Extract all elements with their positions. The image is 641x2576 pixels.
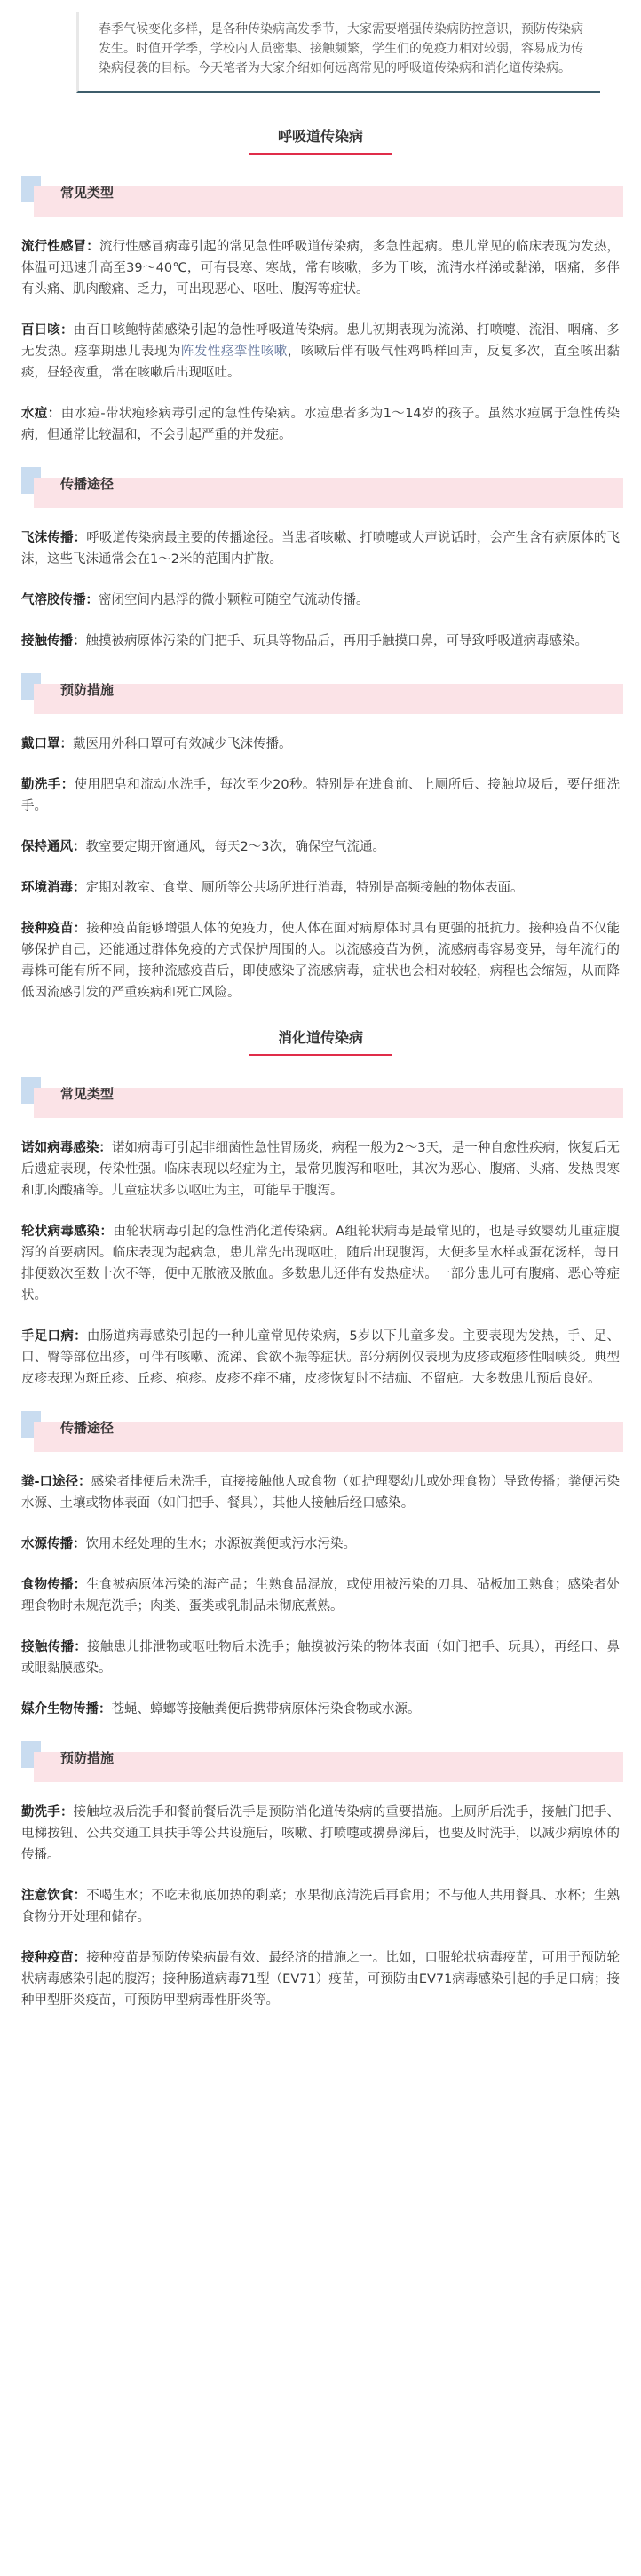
subhead-respiratory-types <box>21 176 623 217</box>
term-label: 戴口罩： <box>21 737 73 751</box>
section-title-respiratory: 呼吸道传染病 <box>249 125 392 155</box>
para-fecal-oral <box>21 1471 620 1514</box>
para-text: 饮用未经处理的生水；水源被粪便或污水污染。 <box>85 1537 356 1551</box>
para-text: 接触患儿排泄物或呕吐物后未洗手；触摸被污染的物体表面（如门把手、玩具），再经口、鼻或眼黏膜感染。 <box>21 1640 621 1676</box>
term-label: 轮状病毒感染： <box>21 1225 114 1239</box>
term-label: 气溶胶传播： <box>21 593 99 607</box>
para-flu <box>21 236 620 300</box>
para-text: 不喝生水；不吃未彻底加热的剩菜；水果彻底清洗后再食用；不与他人共用餐具、水杯；生熟食物分开处理和储存。 <box>21 1889 620 1924</box>
term-label: 粪-口途径： <box>21 1475 91 1489</box>
section-title-digestive: 消化道传染病 <box>249 1026 392 1056</box>
subhead-respiratory-routes <box>21 467 623 508</box>
term-label: 流行性感冒： <box>21 240 99 254</box>
para-handwash-digestive <box>21 1802 620 1866</box>
term-label: 接种疫苗： <box>21 1951 87 1965</box>
term-label: 接触传播： <box>21 634 86 648</box>
term-label: 媒介生物传播： <box>21 1702 112 1716</box>
para-text: 定期对教室、食堂、厕所等公共场所进行消毒，特别是高频接触的物体表面。 <box>85 881 524 895</box>
para-text: 诺如病毒可引起非细菌性急性胃肠炎，病程一般为2～3天，是一种自愈性疾病，恢复后无后遗症表现，传染性强。临床表现以轻症为主，最常见腹泻和呕吐，其次为恶心、腹痛、头痛、发热畏寒和肌肉酸痛等。儿童症状多以呕吐为主，可能早于腹泻。 <box>21 1141 620 1198</box>
term-label: 水痘： <box>21 407 61 421</box>
term-label: 勤洗手： <box>21 1805 74 1819</box>
term-label: 接触传播： <box>21 1640 88 1654</box>
intro-quote: 春季气候变化多样，是各种传染病高发季节，大家需要增强传染病防控意识，预防传染病发生。时值开学季，学校内人员密集、接触频繁，学生们的免疫力相对较弱，容易成为传染病侵袭的目标。今天笔者为大家介绍如何远离常见的呼吸道传染病和消化道传染病。 <box>76 12 600 93</box>
subhead-digestive-prevention <box>21 1741 623 1782</box>
para-text: 使用肥皂和流动水洗手，每次至少20秒。特别是在进食前、上厕所后、接触垃圾后，要仔细洗手。 <box>21 778 621 813</box>
para-vaccine-digestive <box>21 1947 620 2011</box>
para-text: ，咳嗽后伴有吸气性鸡鸣样回声，反复多次，直至咳出黏痰，昼轻夜重，常在咳嗽后出现呕吐。 <box>21 345 621 380</box>
para-mask <box>21 733 620 755</box>
subhead-pink-bar <box>34 1752 623 1782</box>
para-text: 接触垃圾后洗手和餐前餐后洗手是预防消化道传染病的重要措施。上厕所后洗手，接触门把手、电梯按钮、公共交通工具扶手等公共设施后，咳嗽、打喷嚏或擤鼻涕后，也要及时洗手，以减少病原体的传播。 <box>21 1805 620 1862</box>
para-text: 苍蝇、蟑螂等接触粪便后携带病原体污染食物或水源。 <box>111 1702 421 1716</box>
para-text: 生食被病原体污染的海产品；生熟食品混放，或使用被污染的刀具、砧板加工熟食；感染者处理食物时未规范洗手；肉类、蛋类或乳制品未彻底煮熟。 <box>21 1578 620 1613</box>
para-text: 触摸被病原体污染的门把手、玩具等物品后，再用手触摸口鼻，可导致呼吸道病毒感染。 <box>85 634 588 648</box>
para-text: 呼吸道传染病最主要的传播途径。当患者咳嗽、打喷嚏或大声说话时，会产生含有病原体的飞沫，这些飞沫通常会在1～2米的范围内扩散。 <box>21 531 620 567</box>
subhead-label: 常见类型 <box>60 185 115 201</box>
para-text: 由肠道病毒感染引起的一种儿童常见传染病，5岁以下儿童多发。主要表现为发热，手、足、口、臀等部位出疹，可伴有咳嗽、流涕、食欲不振等症状。部分病例仅表现为皮疹或疱疹性咽峡炎。典型皮疹表现为斑丘疹、丘疹、疱疹。皮疹不痒不痛，皮疹恢复时不结痂、不留疤。大多数患儿预后良好。 <box>21 1329 620 1386</box>
term-label: 注意饮食： <box>21 1889 87 1903</box>
para-text: 感染者排便后未洗手，直接接触他人或食物（如护理婴幼儿或处理食物）导致传播；粪便污染水源、土壤或物体表面（如门把手、餐具），其他人接触后经口感染。 <box>21 1475 620 1510</box>
para-vector <box>21 1699 620 1720</box>
term-label: 接种疫苗： <box>21 922 87 936</box>
subhead-label: 常见类型 <box>60 1086 115 1102</box>
term-label: 诺如病毒感染： <box>21 1141 112 1155</box>
subhead-label: 预防措施 <box>60 1750 115 1766</box>
term-label: 食物传播： <box>21 1578 87 1592</box>
para-text: 由轮状病毒引起的急性消化道传染病。A组轮状病毒是最常见的，也是导致婴幼儿重症腹泻的首要病因。临床表现为起病急，患儿常先出现呕吐，随后出现腹泻，大便多呈水样或蛋花汤样，每日排便数次至数十次不等，便中无脓液及脓血。多数患儿还伴有发热症状。一部分患儿可有腹痛、恶心等症状。 <box>21 1225 621 1303</box>
para-text: 接种疫苗是预防传染病最有效、最经济的措施之一。比如，口服轮状病毒疫苗，可用于预防轮状病毒感染引起的腹泻；接种肠道病毒71型（EV71）疫苗，可预防由EV71病毒感染引起的手足口病；接种甲型肝炎疫苗，可预防甲型病毒性肝炎等。 <box>21 1951 620 2008</box>
para-text: 接种疫苗能够增强人体的免疫力，使人体在面对病原体时具有更强的抵抗力。接种疫苗不仅能够保护自己，还能通过群体免疫的方式保护周围的人。以流感疫苗为例，流感病毒容易变异，每年流行的毒株可能有所不同，接种流感疫苗后，即使感染了流感病毒，症状也会相对较轻，病程也会缩短，从而降低因流感引发的严重疾病和死亡风险。 <box>21 922 620 1000</box>
subhead-pink-bar <box>34 186 623 217</box>
para-pertussis <box>21 320 620 384</box>
para-contact-digestive <box>21 1637 620 1679</box>
para-text: 由百日咳鲍特菌感染引起的急性呼吸道传染病。患儿初期表现为流涕、打喷嚏、流泪、咽痛、多无发热。痉挛期患儿表现为 <box>21 323 620 359</box>
term-label: 手足口病： <box>21 1329 87 1343</box>
subhead-label: 预防措施 <box>60 682 115 698</box>
term-label: 环境消毒： <box>21 881 86 895</box>
subhead-pink-bar <box>34 1422 623 1452</box>
para-norovirus <box>21 1137 620 1201</box>
para-hfmd <box>21 1326 620 1390</box>
para-diet <box>21 1885 620 1928</box>
para-food <box>21 1574 620 1617</box>
subhead-pink-bar <box>34 1088 623 1118</box>
term-label: 飞沫传播： <box>21 531 87 545</box>
term-label: 百日咳： <box>21 323 74 337</box>
subhead-pink-bar <box>34 478 623 508</box>
term-label: 勤洗手： <box>21 778 75 792</box>
para-droplet <box>21 527 620 570</box>
subhead-respiratory-prevention <box>21 673 623 714</box>
para-text: 密闭空间内悬浮的微小颗粒可随空气流动传播。 <box>99 593 369 607</box>
para-aerosol <box>21 590 620 611</box>
para-text: 流行性感冒病毒引起的常见急性呼吸道传染病，多急性起病。患儿常见的临床表现为发热，体温可迅速升高至39～40℃，可有畏寒、寒战，常有咳嗽，多为干咳，流清水样涕或黏涕，咽痛，多伴有头痛、肌肉酸痛、乏力，可出现恶心、呕吐、腹泻等症状。 <box>21 240 621 297</box>
subhead-digestive-routes <box>21 1411 623 1452</box>
para-disinfect <box>21 877 620 899</box>
para-text: 由水痘-带状疱疹病毒引起的急性传染病。水痘患者多为1～14岁的孩子。虽然水痘属于急性传染病，但通常比较温和，不会引起严重的并发症。 <box>21 407 621 442</box>
para-handwash <box>21 774 620 817</box>
para-text: 戴医用外科口罩可有效减少飞沫传播。 <box>73 737 292 751</box>
para-water <box>21 1534 620 1555</box>
subhead-label: 传播途径 <box>60 1420 115 1436</box>
para-ventilation <box>21 836 620 858</box>
para-text: 教室要定期开窗通风，每天2～3次，确保空气流通。 <box>85 840 385 854</box>
term-label: 水源传播： <box>21 1537 86 1551</box>
para-varicella <box>21 403 620 446</box>
para-vaccine <box>21 918 620 1003</box>
para-rotavirus <box>21 1221 620 1306</box>
subhead-label: 传播途径 <box>60 476 115 492</box>
subhead-digestive-types <box>21 1077 623 1118</box>
cough-link[interactable]: 阵发性痉挛性咳嗽 <box>180 345 288 359</box>
para-contact <box>21 630 620 652</box>
subhead-pink-bar <box>34 684 623 714</box>
term-label: 保持通风： <box>21 840 86 854</box>
